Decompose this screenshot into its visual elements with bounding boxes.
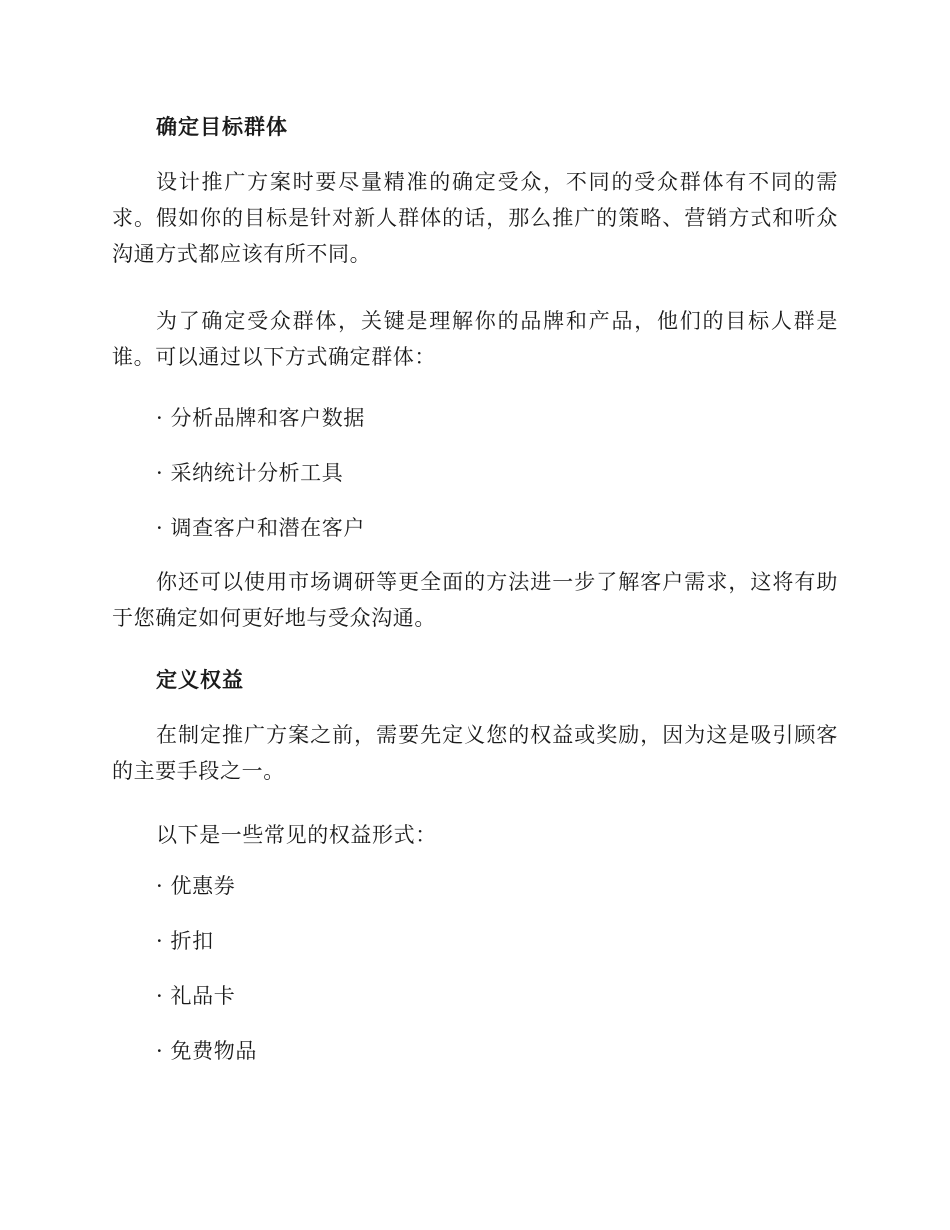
paragraph: 你还可以使用市场调研等更全面的方法进一步了解客户需求，这将有助于您确定如何更好地与受众沟通。 — [112, 570, 838, 630]
paragraph: 以下是一些常见的权益形式： — [156, 823, 437, 847]
section-heading-define-benefits: 定义权益 — [156, 668, 244, 692]
list-item: · 采纳统计分析工具 — [156, 461, 344, 485]
list-item: · 折扣 — [156, 929, 214, 953]
list-item: · 免费物品 — [156, 1039, 257, 1063]
section-heading-target-audience: 确定目标群体 — [156, 115, 288, 139]
list-item: · 分析品牌和客户数据 — [156, 406, 365, 430]
list-item: · 调查客户和潜在客户 — [156, 516, 365, 540]
list-item: · 礼品卡 — [156, 984, 236, 1008]
paragraph: 为了确定受众群体，关键是理解你的品牌和产品，他们的目标人群是谁。可以通过以下方式确定群体： — [112, 309, 838, 369]
list-item: · 优惠券 — [156, 874, 236, 898]
paragraph: 在制定推广方案之前，需要先定义您的权益或奖励，因为这是吸引顾客的主要手段之一。 — [112, 723, 838, 783]
paragraph: 设计推广方案时要尽量精准的确定受众，不同的受众群体有不同的需求。假如你的目标是针对新人群体的话，那么推广的策略、营销方式和听众沟通方式都应该有所不同。 — [112, 170, 838, 266]
